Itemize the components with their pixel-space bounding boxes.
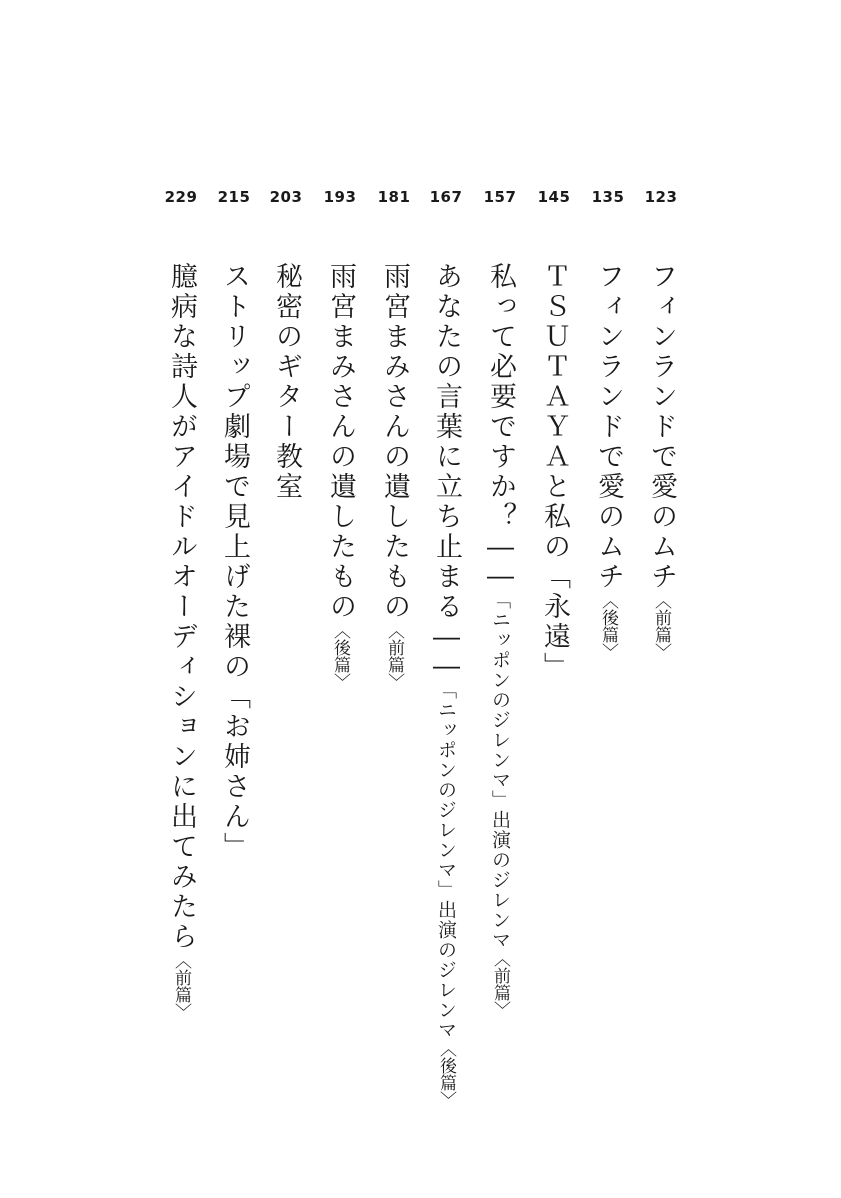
page-number: 145 — [537, 188, 571, 206]
subtitle-text: 「ニッポンのジレンマ」出演のジレンマ — [435, 680, 457, 1040]
chapter-title — [588, 262, 628, 660]
em-dash: ―― — [431, 622, 462, 680]
toc-entry[interactable] — [633, 0, 689, 1198]
toc-entry[interactable] — [312, 0, 368, 1198]
page-number: 203 — [269, 188, 303, 206]
title-text: 臆病な詩人がアイドルオーディションに出てみたら — [166, 262, 197, 952]
page-number: 181 — [377, 188, 411, 206]
page-number: 123 — [644, 188, 678, 206]
subtitle-text: 「ニッポンのジレンマ」出演のジレンマ — [489, 590, 511, 950]
page-number: 193 — [323, 188, 357, 206]
toc-entry[interactable] — [206, 0, 262, 1198]
em-dash: ―― — [485, 532, 516, 590]
chapter-title — [214, 262, 254, 862]
chapter-title — [266, 262, 306, 502]
chapter-title — [426, 262, 466, 1108]
part-label: 〈後篇〉 — [598, 592, 618, 660]
page-number: 167 — [429, 188, 463, 206]
page-number: 229 — [164, 188, 198, 206]
title-text: 雨宮まみさんの遺したもの — [325, 262, 356, 622]
title-text: ＴＳＵＴＡＹＡと私の「永遠」 — [539, 262, 570, 682]
part-label: 〈前篇〉 — [171, 952, 191, 1020]
toc-entry[interactable] — [472, 0, 528, 1198]
toc-entry[interactable] — [366, 0, 422, 1198]
chapter-title — [161, 262, 201, 1020]
page-number: 215 — [217, 188, 251, 206]
chapter-title — [320, 262, 360, 690]
toc-entry[interactable] — [526, 0, 582, 1198]
part-label: 〈前篇〉 — [490, 950, 510, 1018]
part-label: 〈前篇〉 — [651, 592, 671, 660]
toc-entry[interactable] — [258, 0, 314, 1198]
toc-entry[interactable] — [153, 0, 209, 1198]
chapter-title — [534, 262, 574, 682]
title-text: 私って必要ですか？ — [485, 262, 516, 532]
title-text: ストリップ劇場で見上げた裸の「お姉さん」 — [219, 262, 250, 862]
part-label: 〈後篇〉 — [330, 622, 350, 690]
part-label: 〈後篇〉 — [436, 1040, 456, 1108]
part-label: 〈前篇〉 — [384, 622, 404, 690]
toc-entry[interactable] — [580, 0, 636, 1198]
title-text: 雨宮まみさんの遺したもの — [379, 262, 410, 622]
title-text: フィンランドで愛のムチ — [593, 262, 624, 592]
toc-entry[interactable] — [418, 0, 474, 1198]
chapter-title — [641, 262, 681, 660]
page-number: 157 — [483, 188, 517, 206]
page-number: 135 — [591, 188, 625, 206]
title-text: 秘密のギター教室 — [271, 262, 302, 502]
title-text: フィンランドで愛のムチ — [646, 262, 677, 592]
title-text: あなたの言葉に立ち止まる — [431, 262, 462, 622]
chapter-title — [480, 262, 520, 1018]
chapter-title — [374, 262, 414, 690]
